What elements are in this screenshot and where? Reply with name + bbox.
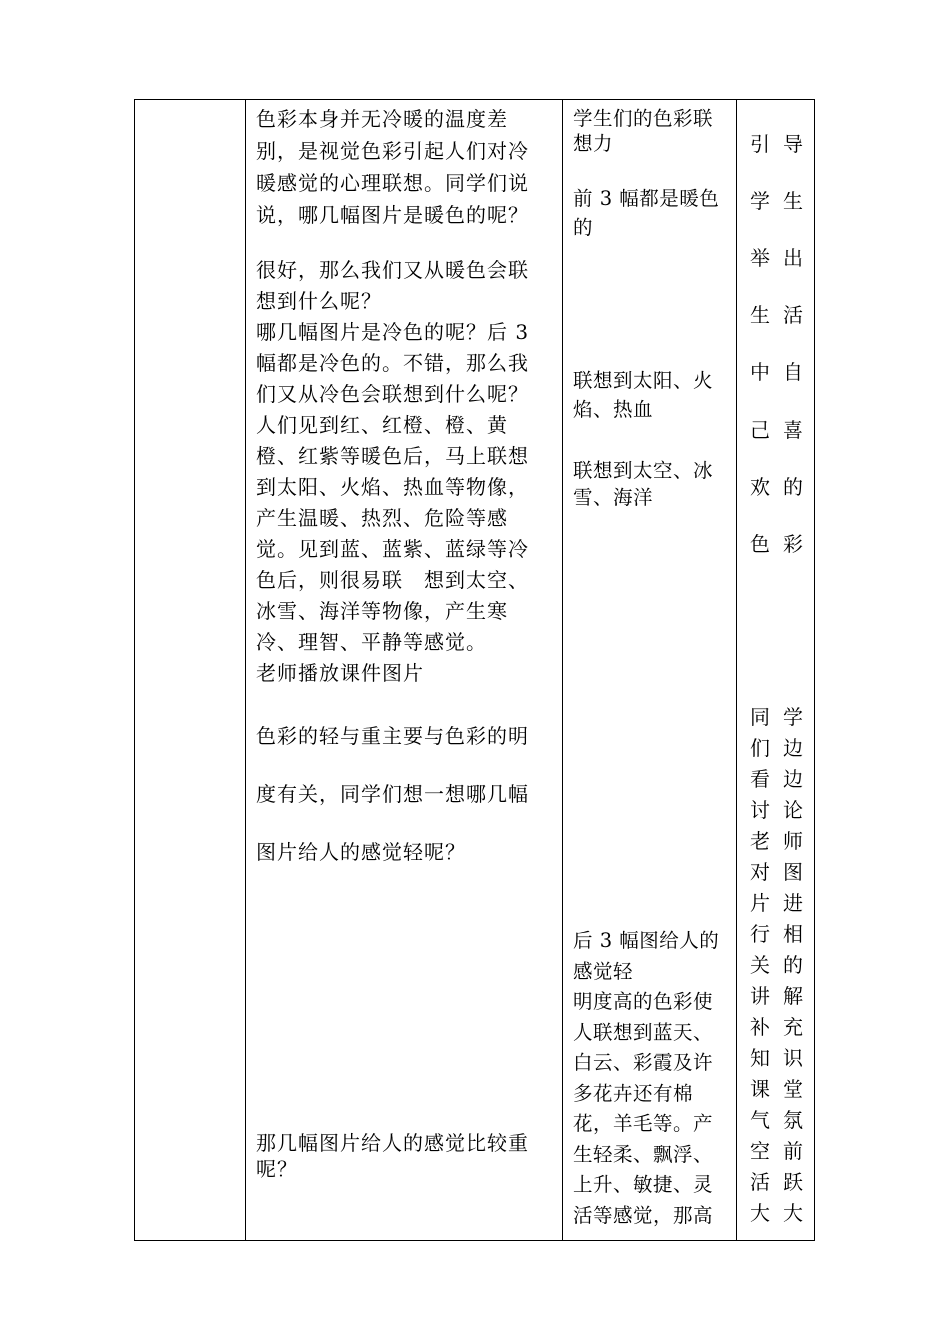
intent-char: 相	[783, 922, 803, 946]
intent-char: 同	[750, 705, 770, 729]
text-line: 想到什么呢？	[256, 289, 382, 313]
intent-char: 识	[783, 1046, 803, 1070]
intent-char: 讲	[750, 984, 770, 1008]
intent-char: 气	[750, 1108, 770, 1132]
intent-char: 充	[783, 1015, 803, 1039]
text-line: 很好，那么我们又从暖色会联	[256, 258, 529, 282]
intent-char: 知	[750, 1046, 770, 1070]
text-line: 明度高的色彩使	[573, 990, 714, 1013]
text-line: 白云、彩霞及许	[573, 1051, 714, 1074]
text-line: 后 3 幅图给人的	[573, 929, 720, 952]
text-line: 多花卉还有棉	[573, 1081, 694, 1105]
intent-char: 讨	[750, 798, 770, 822]
text-line: 别，是视觉色彩引起人们对冷	[256, 139, 529, 163]
student-paragraph	[573, 457, 713, 511]
intent-char: 边	[783, 767, 803, 791]
intent-char: 补	[750, 1015, 770, 1039]
text-line: 人联想到蓝天、	[573, 1020, 714, 1044]
intent-char: 氛	[783, 1108, 803, 1132]
intent-char: 空	[750, 1139, 770, 1163]
intent-char: 关	[750, 953, 770, 977]
text-line: 哪几幅图片是冷色的呢？后 3	[256, 320, 530, 344]
intent-char: 活	[783, 303, 803, 328]
text-line: 生轻柔、飘浮、	[573, 1142, 714, 1166]
teacher-paragraph: 色彩的轻与重主要与色彩的明	[256, 724, 529, 748]
text-line: 想力	[573, 132, 614, 155]
text-line: 说，哪几幅图片是暖色的呢？	[256, 203, 529, 227]
intent-char: 活	[750, 1170, 770, 1194]
teacher-paragraph: 图片给人的感觉轻呢？	[256, 840, 466, 864]
text-line: 感觉轻	[573, 959, 634, 983]
intent-char: 引	[750, 132, 770, 156]
text-line: 冰雪、海洋等物像，产生寒	[256, 599, 508, 623]
text-line: 们又从冷色会联想到什么呢？	[256, 382, 529, 406]
intent-char: 师	[783, 829, 803, 853]
teacher-paragraph	[256, 255, 529, 689]
intent-char: 老	[750, 829, 770, 853]
text-line: 呢？	[256, 1157, 298, 1181]
intent-char: 的	[783, 474, 803, 499]
text-line: 的	[573, 216, 594, 239]
text-line: 橙、红紫等暖色后，马上联想	[256, 444, 529, 468]
intent-char: 导	[783, 132, 803, 156]
intent-char: 彩	[783, 531, 803, 556]
intent-char: 举	[750, 246, 770, 271]
intent-char: 学	[783, 705, 803, 729]
intent-char: 对	[750, 860, 770, 884]
intent-char: 大	[750, 1201, 770, 1225]
text-line: 上升、敏捷、灵	[573, 1173, 714, 1196]
text-line: 产生温暖、热烈、危险等感	[256, 506, 508, 530]
student-paragraph	[573, 366, 713, 424]
text-line: 雪、海洋	[573, 486, 654, 509]
intent-char: 论	[783, 798, 803, 822]
text-line: 学生们的色彩联	[573, 107, 714, 130]
teacher-activity-cell	[246, 100, 562, 1240]
teacher-paragraph: 度有关，同学们想一想哪几幅	[256, 782, 529, 806]
text-line: 人们见到红、红橙、橙、黄	[256, 413, 508, 437]
intent-char: 课	[750, 1077, 770, 1101]
intent-char: 边	[783, 736, 803, 760]
text-line: 联想到太阳、火	[573, 369, 714, 392]
text-line: 前 3 幅都是暖色	[573, 187, 720, 210]
intent-char: 堂	[783, 1077, 803, 1101]
text-line: 老师播放课件图片	[256, 661, 424, 685]
intent-char: 看	[750, 767, 770, 791]
teacher-paragraph	[256, 1130, 529, 1182]
text-line: 焰、热血	[573, 398, 654, 421]
text-line: 暖感觉的心理联想。同学们说	[256, 171, 529, 195]
intent-char: 己	[750, 417, 770, 442]
intent-char: 生	[750, 303, 770, 328]
student-activity-cell	[563, 100, 736, 1240]
intent-char: 们	[750, 736, 770, 760]
intent-char: 喜	[783, 417, 803, 442]
intent-char: 中	[750, 360, 770, 385]
intent-char: 前	[783, 1139, 803, 1163]
text-line: 活等感觉，那高	[573, 1203, 714, 1227]
student-paragraph	[573, 106, 713, 156]
text-line: 色后，则很易联 想到太空、	[256, 568, 529, 592]
student-paragraph	[573, 184, 719, 242]
text-line: 到太阳、火焰、热血等物像，	[256, 475, 529, 499]
intent-char: 片	[750, 891, 770, 915]
intent-char: 大	[783, 1201, 803, 1225]
intent-char: 色	[750, 531, 770, 556]
text-line: 联想到太空、冰	[573, 459, 714, 482]
text-line: 觉。见到蓝、蓝紫、蓝绿等冷	[256, 537, 529, 561]
intent-char: 行	[750, 922, 770, 946]
table-cell-empty	[135, 100, 245, 1240]
lesson-table	[134, 99, 815, 1241]
text-line: 那几幅图片给人的感觉比较重	[256, 1131, 529, 1155]
text-line: 幅都是冷色的。不错，那么我	[256, 351, 529, 375]
teacher-paragraph	[256, 103, 529, 231]
text-line: 色彩本身并无冷暖的温度差	[256, 107, 508, 131]
intent-char: 自	[783, 360, 803, 385]
design-intent-cell	[737, 100, 815, 1240]
intent-char: 跃	[783, 1170, 803, 1194]
text-line: 花，羊毛等。产	[573, 1112, 714, 1135]
intent-char: 出	[783, 246, 803, 271]
intent-char: 图	[783, 860, 803, 884]
intent-char: 欢	[750, 474, 770, 499]
intent-char: 的	[783, 953, 803, 977]
intent-char: 进	[783, 891, 803, 915]
student-paragraph	[573, 926, 719, 1231]
intent-char: 生	[783, 189, 803, 214]
intent-char: 学	[750, 189, 770, 214]
text-line: 冷、理智、平静等感觉。	[256, 630, 487, 654]
intent-char: 解	[783, 984, 803, 1008]
